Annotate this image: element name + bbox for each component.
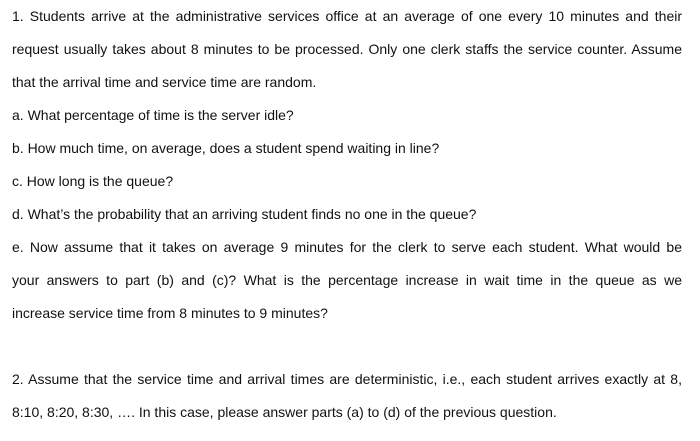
question-1-part-c: c. How long is the queue? <box>12 173 174 189</box>
question-1-intro-line-1: 1. Students arrive at the administrative services office at an average of one every 10 minutes and their <box>12 8 682 24</box>
question-1-part-e-line-2: your answers to part (b) and (c)? What is the percentage increase in wait time in the queue as we <box>12 272 682 288</box>
question-1-part-e-line-3: increase service time from 8 minutes to 9 minutes? <box>12 305 328 321</box>
question-1-intro-line-3: that the arrival time and service time are random. <box>12 74 317 90</box>
question-2-line-1: 2. Assume that the service time and arrival times are deterministic, i.e., each student arrives exactly at 8, <box>12 371 682 387</box>
question-1-part-b: b. How much time, on average, does a student spend waiting in line? <box>12 140 440 156</box>
question-1-intro-line-2: request usually takes about 8 minutes to be processed. Only one clerk staffs the service counter. Assume <box>12 41 682 57</box>
question-1-part-d: d. What’s the probability that an arriving student finds no one in the queue? <box>12 206 477 222</box>
question-1-part-a: a. What percentage of time is the server idle? <box>12 107 294 123</box>
question-1-part-e-line-1: e. Now assume that it takes on average 9 minutes for the clerk to serve each student. What would be <box>12 239 682 255</box>
question-2-line-2: 8:10, 8:20, 8:30, …. In this case, please answer parts (a) to (d) of the previous question. <box>12 404 557 420</box>
